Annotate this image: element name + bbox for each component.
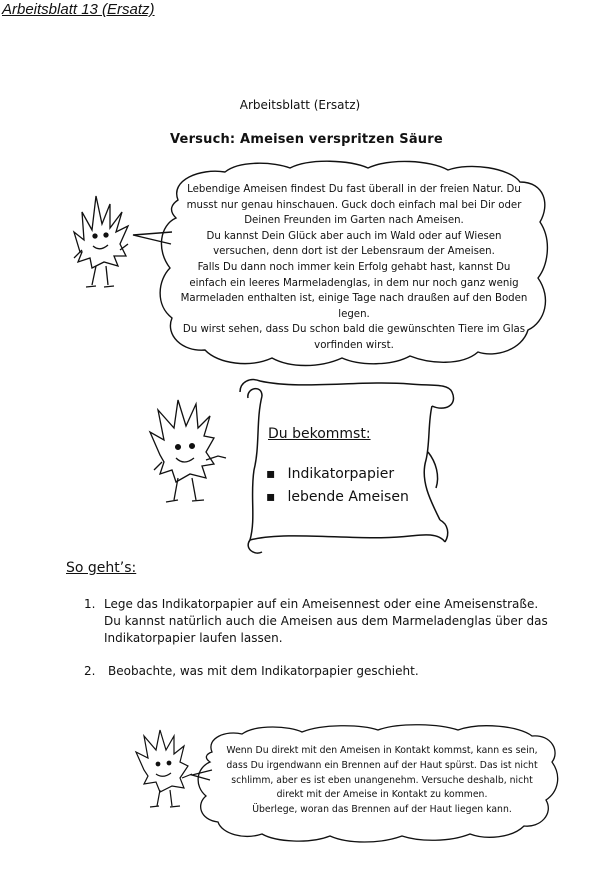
warning-line: schlimm, aber es ist eben unangenehm. Versuche deshalb, nicht <box>231 774 533 786</box>
step-number: 2. <box>84 664 96 678</box>
warning-line: direkt mit der Ameise in Kontakt zu kommen. <box>276 789 488 801</box>
howto-heading: So geht’s: <box>66 560 137 576</box>
warning-line: Wenn Du direkt mit den Ameisen in Kontakt kommst, kann es sein, <box>226 745 538 756</box>
step-number: 1. <box>84 597 96 611</box>
intro-line: vorfinden wirst. <box>314 339 394 351</box>
intro-line: Du kannst Dein Glück aber auch im Wald oder auf Wiesen <box>206 230 502 242</box>
materials-item-label: Indikatorpapier <box>287 466 395 482</box>
intro-line: einfach ein leeres Marmeladenglas, in dem nur noch ganz wenig <box>189 277 519 289</box>
step-line: Beobachte, was mit dem Indikatorpapier geschieht. <box>108 664 419 678</box>
intro-line: Lebendige Ameisen findest Du fast überall in der freien Natur. Du <box>187 184 521 195</box>
spiky-character-2-icon <box>150 400 226 502</box>
worksheet-header: Arbeitsblatt 13 (Ersatz) <box>2 1 155 18</box>
experiment-title: Versuch: Ameisen verspritzen Säure <box>170 132 443 147</box>
intro-bubble-text <box>168 182 540 354</box>
intro-line: musst nur genau hinschauen. Guck doch einfach mal bei Dir oder <box>186 199 522 211</box>
step-line: Lege das Indikatorpapier auf ein Ameisennest oder eine Ameisenstraße. <box>104 597 539 611</box>
intro-line: Falls Du dann noch immer kein Erfolg gehabt hast, kannst Du <box>197 261 511 273</box>
intro-line: legen. <box>338 308 370 320</box>
materials-item-label: lebende Ameisen <box>287 489 409 505</box>
materials-list <box>266 463 409 509</box>
warning-bubble-text <box>204 744 560 818</box>
sheet-title: Arbeitsblatt (Ersatz) <box>239 98 361 112</box>
spiky-character-1-icon <box>74 196 128 287</box>
intro-line: Du wirst sehen, dass Du schon bald die gewünschten Tiere im Glas <box>182 324 526 336</box>
materials-item <box>266 486 409 509</box>
warning-line: Überlege, woran das Brennen auf der Haut liegen kann. <box>252 804 512 816</box>
materials-heading: Du bekommst: <box>268 426 371 442</box>
intro-line: Marmeladen enthalten ist, einige Tage nach draußen auf den Boden <box>180 293 528 305</box>
intro-line: Deinen Freunden im Garten nach Ameisen. <box>244 215 464 227</box>
step-line: Du kannst natürlich auch die Ameisen aus dem Marmeladenglas über das <box>104 614 548 628</box>
warning-line: dass Du irgendwann ein Brennen auf der Haut spürst. Das ist nicht <box>226 759 538 771</box>
materials-item <box>266 463 409 486</box>
step-line: Indikatorpapier laufen lassen. <box>104 631 283 645</box>
spiky-character-3-icon <box>136 730 192 807</box>
intro-line: versuchen, denn dort ist der Lebensraum der Ameisen. <box>213 246 495 258</box>
